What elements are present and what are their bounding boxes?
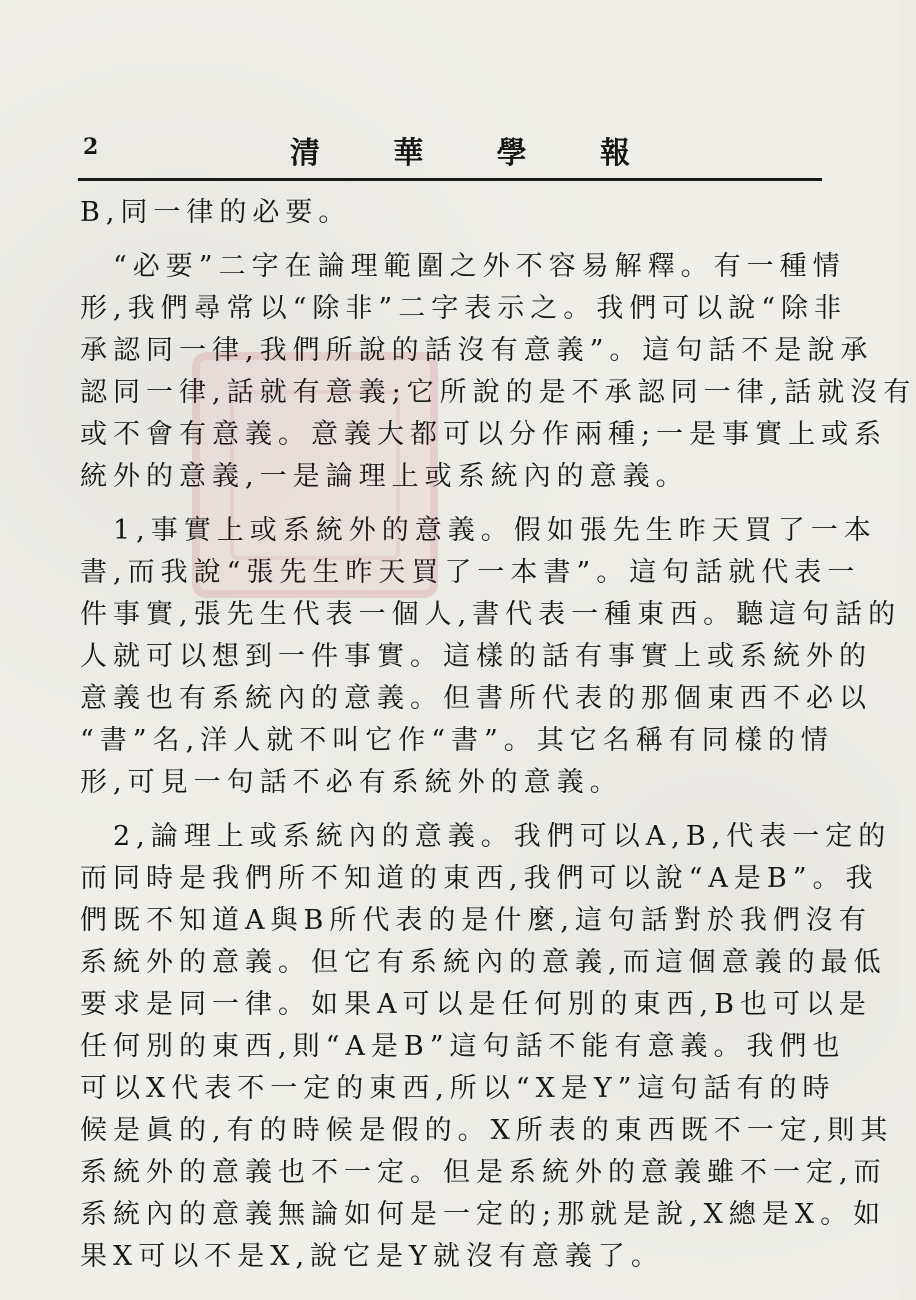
text-line: 書,而我說“張先生昨天買了一本書”。這句話就代表一 [80,557,861,588]
running-title-char: 華 [393,136,424,171]
body-text [80,192,916,1278]
text-line: 1,事實上或系統外的意義。假如張先生昨天買了一本 [80,515,877,546]
text-line: 意義也有系統內的意義。但書所代表的那個東西不必以 [80,683,872,714]
header-rule [78,178,822,181]
text-line: 認同一律,話就有意義;它所說的是不承認同一律,話就沒有 [80,377,916,408]
text-line: 果X可以不是X,說它是Y就沒有意義了。 [80,1241,664,1272]
text-line: 人就可以想到一件事實。這樣的話有事實上或系統外的 [80,641,872,672]
running-title-char: 學 [496,136,527,171]
text-line: 要求是同一律。如果A可以是任何別的東西,B也可以是 [80,989,872,1020]
running-title-char: 清 [290,136,320,171]
text-line: 2,論理上或系統內的意義。我們可以A,B,代表一定的 [80,821,892,852]
text-line: 形,可見一句話不必有系統外的意義。 [80,767,623,798]
text-line: 任何別的東西,則“A是B”這句話不能有意義。我們也 [80,1031,846,1062]
text-line: 件事實,張先生代表一個人,書代表一種東西。聽這句話的 [80,599,902,630]
text-line: 候是眞的,有的時候是假的。X所表的東西既不一定,則其 [80,1115,894,1146]
text-line: 系統外的意義也不一定。但是系統外的意義雖不一定,而 [80,1157,887,1188]
text-line: 可以X代表不一定的東西,所以“X是Y”這句話有的時 [80,1073,836,1104]
text-line: 或不會有意義。意義大都可以分作兩種;一是事實上或系 [80,419,888,450]
text-line: “書”名,洋人就不叫它作“書”。其它名稱有同樣的情 [80,725,834,756]
running-title-char: 報 [599,136,630,171]
page-header [80,128,820,171]
text-line: 而同時是我們所不知道的東西,我們可以說“A是B”。我 [80,863,879,894]
text-line: 形,我們尋常以“除非”二字表示之。我們可以說“除非 [80,293,847,324]
text-line: 系統內的意義無論如何是一定的;那就是說,X總是X。如 [80,1199,887,1230]
running-title [290,128,630,172]
text-line: B,同一律的必要。 [80,197,352,228]
text-line: 統外的意義,一是論理上或系統內的意義。 [80,461,689,492]
text-line: 系統外的意義。但它有系統內的意義,而這個意義的最低 [80,947,887,978]
text-line: 承認同一律,我們所說的話沒有意義”。這句話不是說承 [80,335,874,366]
text-line: 們既不知道A與B所代表的是什麼,這句話對於我們沒有 [80,905,872,936]
text-line: “必要”二字在論理範圍之外不容易解釋。有一種情 [80,251,846,282]
page-number: 2 [83,134,99,160]
